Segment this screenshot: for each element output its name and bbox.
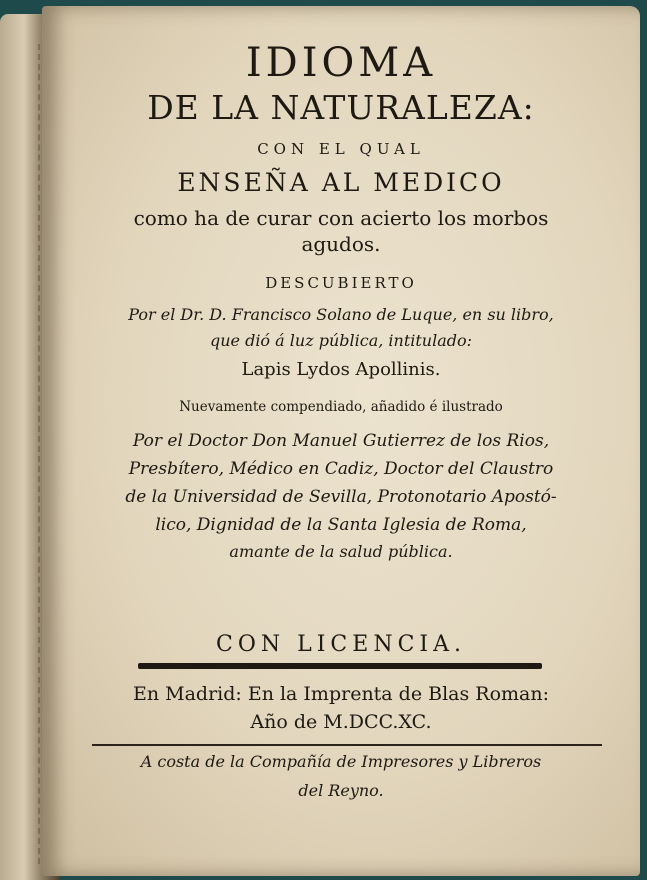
revision-note: Nuevamente compendiado, añadido é ilustrado xyxy=(179,399,503,415)
discovery-heading: DESCUBIERTO xyxy=(265,274,417,292)
spine-binding xyxy=(8,44,40,864)
discovery-line-2: que dió á luz pública, intitulado: xyxy=(209,331,473,350)
thick-rule xyxy=(138,663,542,669)
title-line-1: IDIOMA xyxy=(245,40,437,86)
author-line-5: amante de la salud pública. xyxy=(229,542,453,561)
title-line-3: CON EL QUAL xyxy=(257,140,425,158)
cost-line-2: del Reyno. xyxy=(298,781,384,800)
title-line-2: DE LA NATURALEZA: xyxy=(147,88,535,127)
thin-rule xyxy=(92,744,602,746)
cost-line-1: A costa de la Compañía de Impresores y Libreros xyxy=(140,752,542,771)
title-line-4: ENSEÑA AL MEDICO xyxy=(177,168,505,197)
author-line-2: Presbítero, Médico en Cadiz, Doctor del Claustro xyxy=(128,459,554,479)
title-page xyxy=(42,6,640,876)
discovery-line-1: Por el Dr. D. Francisco Solano de Luque, en su libro, xyxy=(128,305,554,324)
author-line-4: lico, Dignidad de la Santa Iglesia de Roma, xyxy=(155,515,527,535)
title-line-5: como ha de curar con acierto los morbos xyxy=(133,206,549,230)
book-title: Lapis Lydos Apollinis. xyxy=(241,359,441,380)
author-line-1: Por el Doctor Don Manuel Gutierrez de los Rios, xyxy=(132,431,550,451)
author-line-3: de la Universidad de Sevilla, Protonotario Apostó- xyxy=(125,487,557,507)
title-line-6: agudos. xyxy=(301,232,381,256)
imprint-year: Año de M.DCC.XC. xyxy=(250,711,432,733)
license-line: CON LICENCIA. xyxy=(216,632,466,657)
imprint-place: En Madrid: En la Imprenta de Blas Roman: xyxy=(132,683,550,705)
